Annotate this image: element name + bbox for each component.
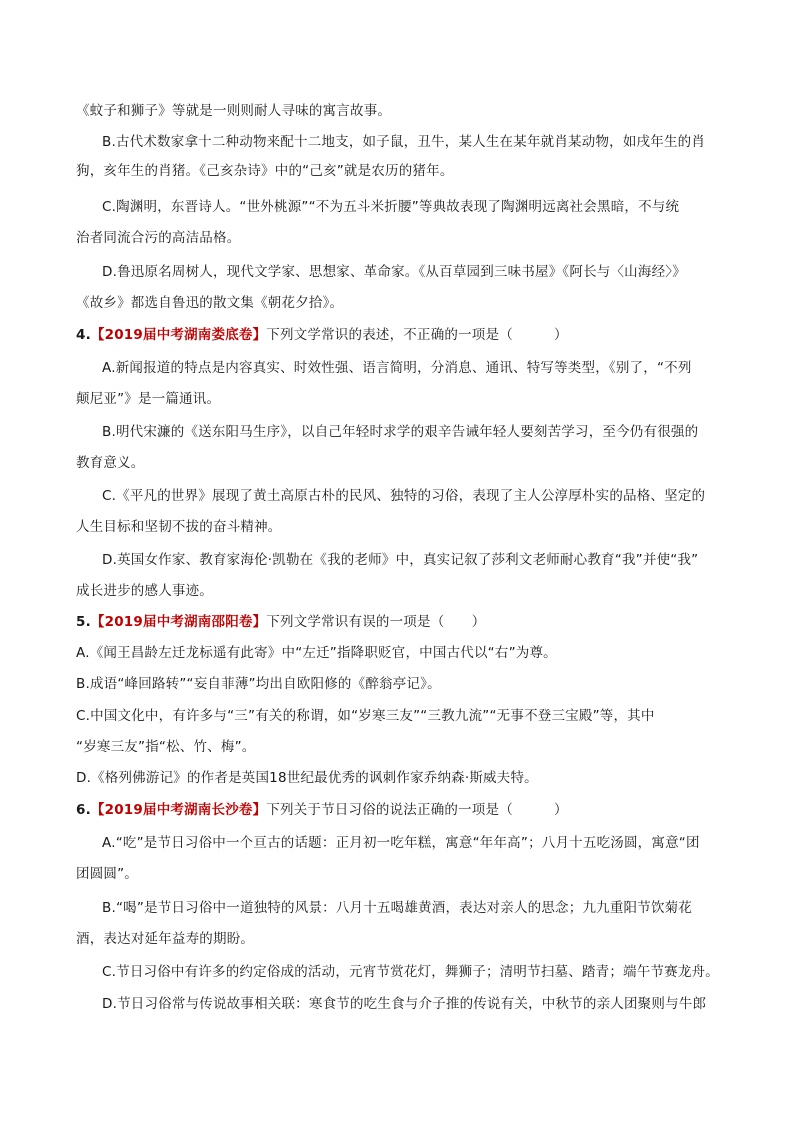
option-d-line: D.《格列佛游记》的作者是英国18世纪最优秀的讽刺作家乔纳森·斯威夫特。	[76, 770, 538, 786]
question-6-header	[76, 800, 568, 820]
option-b-line: B.古代术数家拿十二种动物来配十二地支，如子鼠，丑牛，某人生在某年就肖某动物，如戌年生的肖	[102, 134, 706, 150]
question-source: 【2019届中考湖南娄底卷】	[90, 327, 267, 343]
question-source: 【2019届中考湖南邵阳卷】	[90, 614, 267, 630]
question-stem: 下列文学常识有误的一项是（ ）	[266, 614, 486, 630]
question-4-header	[76, 325, 568, 345]
option-d-line: D.节日习俗常与传说故事相关联：寒食节的吃生食与介子推的传说有关，中秋节的亲人团聚则与牛郎	[102, 996, 707, 1012]
text-line: 治者同流合污的高洁品格。	[76, 230, 241, 246]
question-number: 5.	[76, 614, 91, 630]
option-d-line: D.英国女作家、教育家海伦·凯勒在《我的老师》中，真实记叙了莎利文老师耐心教育“我”并使“我”	[102, 552, 699, 568]
option-d-line: D.鲁迅原名周树人，现代文学家、思想家、革命家。《从百草园到三味书屋》《阿长与〈山海经〉》	[102, 264, 686, 280]
question-number: 4.	[76, 327, 91, 343]
question-number: 6.	[76, 802, 91, 818]
text-line: 酒，表达对延年益寿的期盼。	[76, 931, 255, 947]
question-source: 【2019届中考湖南长沙卷】	[90, 802, 267, 818]
option-b-line: B.“喝”是节日习俗中一道独特的风景：八月十五喝雄黄酒，表达对亲人的思念；九九重阳节饮菊花	[102, 900, 693, 916]
option-c-line: C.陶渊明，东晋诗人。“世外桃源”“不为五斗米折腰”等典故表现了陶渊明远离社会黑暗，不与统	[102, 199, 680, 215]
text-line: 《蚊子和狮子》等就是一则则耐人寻味的寓言故事。	[76, 103, 392, 119]
text-line: 颠尼亚”》是一篇通讯。	[76, 391, 221, 407]
text-line: 狗，亥年生的肖猪。《己亥杂诗》中的“己亥”就是农历的猪年。	[76, 163, 454, 179]
option-a-line: A.新闻报道的特点是内容真实、时效性强、语言简明，分消息、通讯、特写等类型，《别了，“不列	[102, 360, 692, 376]
text-line: 《故乡》都选自鲁迅的散文集《朝花夕拾》。	[76, 295, 344, 311]
option-c-line: C.中国文化中，有许多与“三”有关的称谓，如“岁寒三友”“三教九流”“无事不登三宝殿”等，其中	[76, 708, 655, 724]
text-line: “岁寒三友”指“松、竹、梅”。	[76, 739, 256, 755]
option-b-line: B.成语“峰回路转”“妄自菲薄”均出自欧阳修的《醉翁亭记》。	[76, 676, 441, 692]
question-stem: 下列文学常识的表述，不正确的一项是（ ）	[266, 327, 568, 343]
option-c-line: C.节日习俗中有许多的约定俗成的活动，元宵节赏花灯，舞狮子；清明节扫墓、踏青；端午节赛龙舟。	[102, 964, 719, 980]
option-b-line: B.明代宋濂的《送东阳马生序》，以自己年轻时求学的艰辛告诫年轻人要刻苦学习，至今仍有很强的	[102, 424, 699, 440]
question-stem: 下列关于节日习俗的说法正确的一项是（ ）	[266, 802, 568, 818]
question-5-header	[76, 612, 486, 632]
text-line: 团圆圆”。	[76, 866, 138, 882]
text-line: 教育意义。	[76, 455, 145, 471]
option-a-line: A.《闻王昌龄左迁龙标遥有此寄》中“左迁”指降职贬官，中国古代以“右”为尊。	[76, 645, 557, 661]
option-c-line: C.《平凡的世界》展现了黄土高原古朴的民风、独特的习俗，表现了主人公淳厚朴实的品格、坚定的	[102, 488, 706, 504]
text-line: 成长进步的感人事迹。	[76, 583, 213, 599]
text-line: 人生目标和坚韧不拔的奋斗精神。	[76, 519, 282, 535]
option-a-line: A.“吃”是节日习俗中一个亘古的话题：正月初一吃年糕，寓意“年年高”；八月十五吃汤圆，寓意“团	[102, 835, 700, 851]
